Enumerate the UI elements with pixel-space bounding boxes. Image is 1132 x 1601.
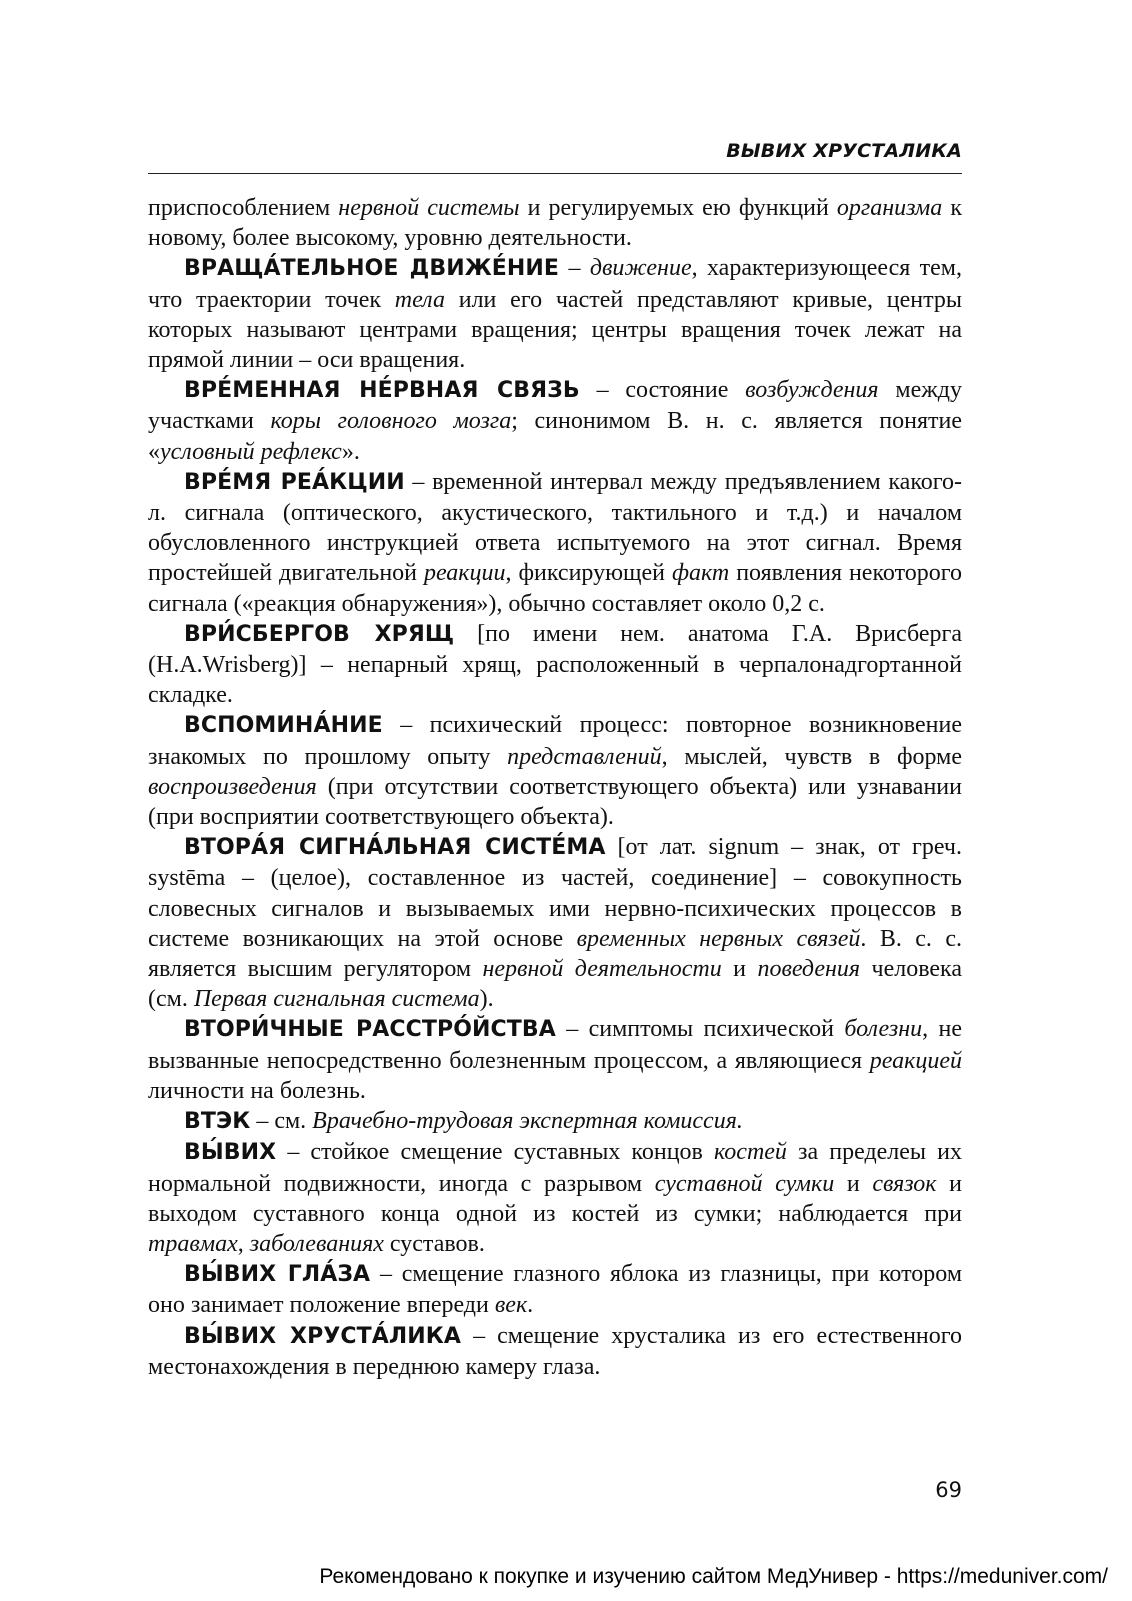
entry-term: ВСПОМИНА́НИЕ bbox=[184, 713, 383, 739]
entry-text: , мыслей, чувств в форме bbox=[661, 743, 962, 770]
entry-cross-reference: временных нервных связей bbox=[576, 925, 861, 952]
entry-cross-reference: представлений bbox=[507, 743, 662, 770]
entry-text: и регулируемых ею функций bbox=[519, 195, 837, 221]
entry-text: – состояние bbox=[579, 377, 746, 404]
entry-text: и выходом суставного конца одной из костей из сумки; наблюдается при bbox=[148, 1170, 962, 1227]
entry-text: ». bbox=[341, 438, 360, 465]
entry-text: – bbox=[559, 255, 590, 282]
dictionary-entry bbox=[148, 375, 962, 467]
entry-text: . В. с. с. является высшим регулятором bbox=[148, 925, 963, 983]
entry-cross-reference: связок bbox=[872, 1170, 937, 1197]
entry-cross-reference: коры головного мозга bbox=[270, 408, 512, 435]
entry-text: – см. bbox=[250, 1108, 313, 1135]
entry-text: человека (см. bbox=[148, 956, 962, 1013]
entry-cross-reference: факт bbox=[671, 560, 730, 587]
entry-text: личности на болезнь. bbox=[148, 1077, 366, 1104]
entry-cross-reference: возбуждения bbox=[745, 377, 879, 404]
entry-term: ВТЭК bbox=[184, 1109, 251, 1135]
entry-text: ). bbox=[479, 986, 494, 1013]
dictionary-entry bbox=[148, 253, 962, 375]
dictionary-entry bbox=[148, 1321, 962, 1382]
entry-term: ВЫ́ВИХ ГЛА́ЗА bbox=[184, 1262, 371, 1288]
entry-text: [от лат. signum – знак, от греч. systēma – (целое), составленное из частей, соединение] – совокупность словесных сигналов и вызываемых ими нервно-психических процессов в системе возникающих на этой основе bbox=[148, 834, 962, 952]
entry-term: ВРЕ́МЕННАЯ НЕ́РВНАЯ СВЯЗЬ bbox=[184, 378, 580, 404]
entry-text: появления некоторого сигнала («реакция обнаружения»), обычно составляет около 0,2 с. bbox=[148, 560, 962, 617]
dictionary-entry bbox=[148, 1014, 962, 1106]
dictionary-entry bbox=[148, 1106, 962, 1137]
entry-text: – психический процесс: повторное возникновение знакомых по прошлому опыту bbox=[148, 712, 962, 770]
entry-cross-reference: травмах bbox=[148, 1230, 238, 1257]
footer-note: Рекомендовано к покупке и изучению сайтом МедУнивер - https://meduniver.com/ bbox=[319, 1565, 1108, 1588]
entry-cross-reference: костей bbox=[713, 1139, 787, 1166]
entry-text: приспособлением bbox=[148, 195, 339, 221]
entry-text: [по имени нем. анатома Г.А. Врисберга (H.A.Wrisberg)] – непарный хрящ, расположенный в черпалонадгортанной складке. bbox=[148, 620, 962, 709]
entry-text: и bbox=[721, 956, 758, 983]
entry-cross-reference: Первая сигнальная система bbox=[193, 986, 480, 1013]
entry-text: , bbox=[237, 1230, 250, 1257]
entry-cross-reference: нервной системы bbox=[338, 195, 520, 221]
entry-cross-reference: суставной сумки bbox=[654, 1170, 835, 1197]
dictionary-entry bbox=[148, 619, 962, 711]
entry-term: ВЫ́ВИХ bbox=[184, 1140, 277, 1166]
entry-cross-reference: заболеваниях bbox=[249, 1230, 384, 1257]
running-head: ВЫВИХ ХРУСТАЛИКА bbox=[726, 140, 962, 162]
entry-cross-reference: условный рефлекс bbox=[160, 438, 342, 465]
dictionary-entry bbox=[148, 467, 962, 619]
entry-cross-reference: болезни bbox=[844, 1016, 923, 1043]
entry-cross-reference: реакции bbox=[423, 560, 506, 587]
entry-text: – симптомы психической bbox=[555, 1016, 845, 1043]
dictionary-entry bbox=[148, 1259, 962, 1320]
entry-text: , фиксирующей bbox=[505, 560, 672, 587]
entry-text: – смещение хрусталика из его естественного местонахождения в переднюю камеру глаза. bbox=[148, 1322, 963, 1380]
dictionary-entry bbox=[148, 193, 962, 253]
entry-text: (при отсутствии соответствующего объекта) или узнавании (при восприятии соответствующего объекта). bbox=[148, 773, 962, 831]
entry-cross-reference: тела bbox=[394, 286, 445, 313]
dictionary-entry bbox=[148, 1137, 962, 1259]
entry-term: ВЫ́ВИХ ХРУСТА́ЛИКА bbox=[184, 1323, 461, 1349]
entry-text: – смещение глазного яблока из глазницы, при котором оно занимает положение впереди bbox=[148, 1261, 962, 1319]
entry-term: ВТОРИ́ЧНЫЕ РАССТРО́ЙСТВА bbox=[184, 1017, 556, 1043]
entry-term: ВРИ́СБЕРГОВ ХРЯЩ bbox=[184, 621, 455, 647]
entry-text: суставов. bbox=[383, 1230, 485, 1257]
entry-text: . bbox=[527, 1292, 534, 1319]
entry-text: между участками bbox=[148, 377, 963, 435]
entry-cross-reference: реакцией bbox=[869, 1047, 962, 1074]
entry-term: ВРАЩА́ТЕЛЬНОЕ ДВИЖЕ́НИЕ bbox=[184, 256, 560, 282]
dictionary-entries bbox=[148, 193, 962, 1382]
entry-cross-reference: нервной деятельности bbox=[482, 956, 722, 983]
entry-cross-reference: воспроизведения bbox=[148, 773, 317, 800]
page-number: 69 bbox=[935, 1478, 962, 1502]
entry-text: или его частей представляют кривые, центры которых называют центрами вращения; центры вращения точек лежат на прямой линии – оси вращения. bbox=[148, 286, 962, 374]
dictionary-entry bbox=[148, 710, 962, 832]
entry-cross-reference: поведения bbox=[757, 956, 861, 983]
entry-text: за пределеы их нормальной подвижности, иногда с разрывом bbox=[148, 1139, 962, 1197]
entry-term: ВРЕ́МЯ РЕА́КЦИИ bbox=[184, 469, 405, 495]
entry-cross-reference: организма bbox=[836, 195, 943, 221]
entry-text: и bbox=[834, 1170, 873, 1197]
entry-text: – стойкое смещение суставных концов bbox=[276, 1139, 714, 1166]
entry-term: ВТОРА́Я СИГНА́ЛЬНАЯ СИСТЕ́МА bbox=[184, 835, 606, 861]
entry-text: ; синонимом В. н. с. является понятие « bbox=[148, 408, 962, 465]
entry-text: к новому, более высокому, уровню деятельности. bbox=[148, 195, 962, 252]
header-rule bbox=[148, 173, 962, 174]
entry-cross-reference: Врачебно-трудовая экспертная комиссия. bbox=[312, 1108, 743, 1135]
entry-text: – временной интервал между предъявлением какого-л. сигнала (оптического, акустического, тактильного и т.д.) и началом обусловленного инструкцией ответа испытуемого на этот сигнал. Время простейшей двигательной bbox=[148, 468, 963, 587]
dictionary-entry bbox=[148, 832, 962, 1014]
entry-text: , не вызванные непосредственно болезненным процессом, а являющиеся bbox=[148, 1016, 963, 1074]
entry-cross-reference: век bbox=[494, 1292, 528, 1319]
entry-cross-reference: движение bbox=[589, 255, 692, 282]
entry-text: , характеризующееся тем, что траектории точек bbox=[148, 255, 962, 313]
